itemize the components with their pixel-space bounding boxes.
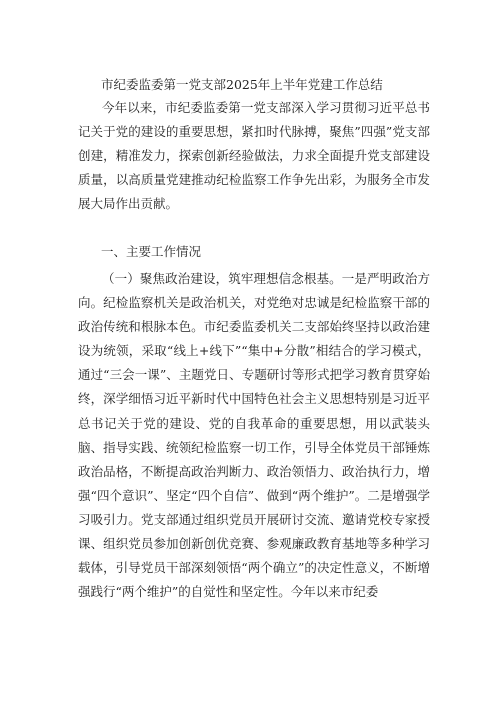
section-heading: 一、主要工作情况 (101, 244, 202, 259)
document-title: 市纪委监委第一党支部2025年上半年党建工作总结 (101, 77, 383, 92)
intro-paragraph: 今年以来，市纪委监委第一党支部深入学习贯彻习近平总书记关于党的建设的重要思想，紧扣时代脉搏，聚焦”四强”党支部创建，精准发力，探索创新经验做法，力求全面提升党支部建设质量，以高质量党建推动纪检监察工作争先出彩，为服务全市发展大局作出贡献。 (78, 100, 430, 212)
section-body-paragraph: （一）聚焦政治建设，筑牢理想信念根基。一是严明政治方向。纪检监察机关是政治机关，对党绝对忠诚是纪检监察干部的政治传统和根脉本色。市纪委监委机关二支部始终坚持以政治建设为统领，采取“线上+线下”“集中+分散”相结合的学习模式，通过“三会一课”、主题党日、专题研讨等形式把学习教育贯穿始终，深学细悟习近平新时代中国特色社会主义思想特别是习近平总书记关于党的建设、党的自我革命的重要思想，用以武装头脑、指导实践、统领纪检监察一切工作，引导全体党员干部锤炼政治品格，不断提高政治判断力、政治领悟力、政治执行力，增强“四个意识”、坚定“四个自信”、做到“两个维护”。二是增强学习吸引力。党支部通过组织党员开展研讨交流、邀请党校专家授课、组织党员参加创新创优竞赛、参观廉政教育基地等多种学习载体，引导党员干部深刻领悟“两个确立”的决定性意义，不断增强践行“两个维护”的自觉性和坚定性。今年以来市纪委 (78, 271, 430, 600)
